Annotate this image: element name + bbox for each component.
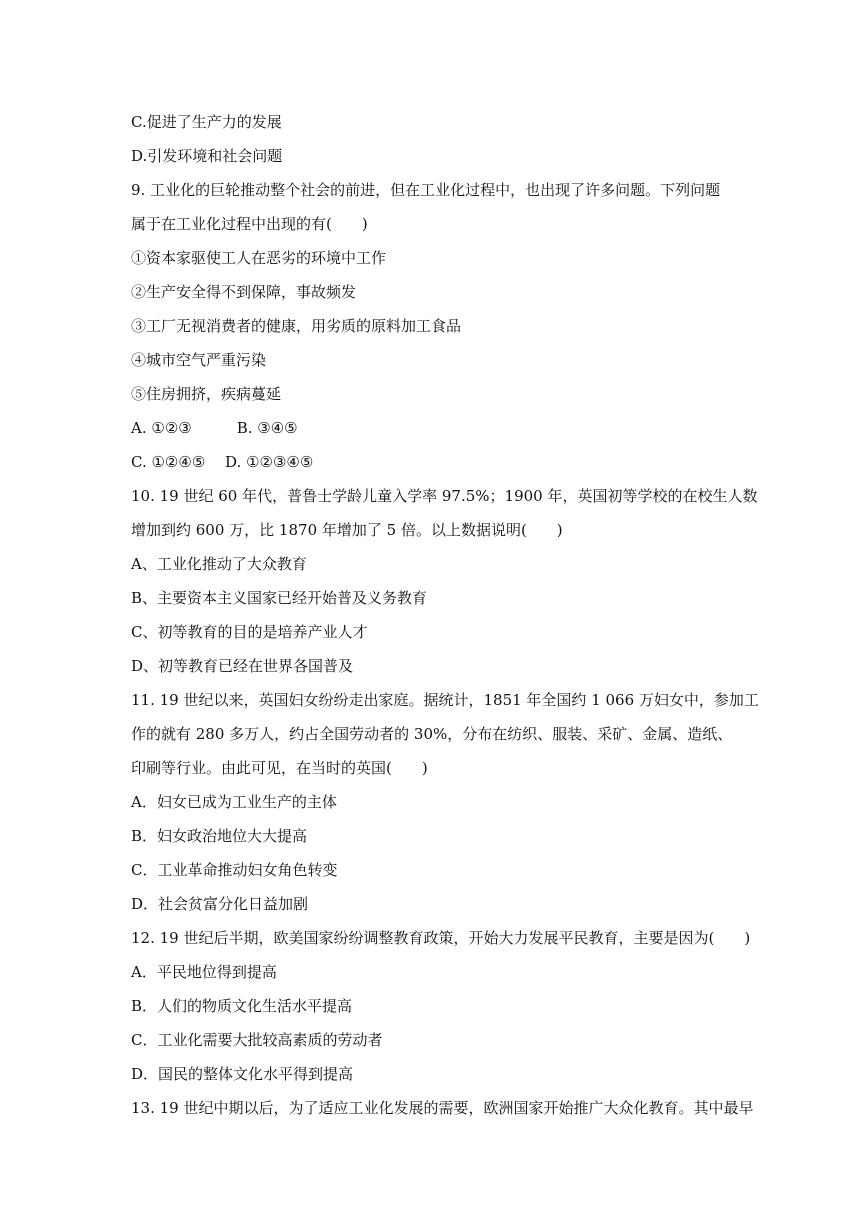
question-9-item-3: ③工厂无视消费者的健康，用劣质的原料加工食品 [131,317,462,335]
question-11-stem: 11. 19 世纪以来，英国妇女纷纷走出家庭。据统计，1851 年全国约 1 066 万妇女中，参加工 [131,691,759,709]
question-9-item-2: ②生产安全得不到保障，事故频发 [131,283,357,301]
question-11-stem-cont-2: 印刷等行业。由此可见，在当时的英国( ) [131,759,428,777]
option-d-q8: D.引发环境和社会问题 [131,147,283,165]
question-9-options-ab: A. ①②③ B. ③④⑤ [131,419,298,437]
question-10-option-b: B、主要资本主义国家已经开始普及义务教育 [131,589,428,607]
question-11-option-a: A．妇女已成为工业生产的主体 [131,793,337,811]
question-10-option-d: D、初等教育已经在世界各国普及 [131,657,354,675]
option-c-q8: C.促进了生产力的发展 [131,113,282,131]
question-12-option-a: A．平民地位得到提高 [131,963,277,981]
question-10-stem-cont: 增加到约 600 万，比 1870 年增加了 5 倍。以上数据说明( ) [131,521,563,539]
question-12-stem: 12. 19 世纪后半期，欧美国家纷纷调整教育政策，开始大力发展平民教育，主要是因为( ) [131,929,751,947]
question-10-option-c: C、初等教育的目的是培养产业人才 [131,623,368,641]
question-10-stem: 10. 19 世纪 60 年代，普鲁士学龄儿童入学率 97.5%；1900 年，英国初等学校的在校生人数 [131,487,758,505]
question-12-option-c: C．工业化需要大批较高素质的劳动者 [131,1031,383,1049]
question-10-option-a: A、工业化推动了大众教育 [131,555,307,573]
question-9-options-cd: C. ①②④⑤ D. ①②③④⑤ [131,453,314,471]
question-11-stem-cont-1: 作的就有 280 多万人，约占全国劳动者的 30%，分布在纺织、服装、采矿、金属、造纸、 [131,725,733,743]
question-12-option-d: D．国民的整体文化水平得到提高 [131,1065,354,1083]
question-11-option-b: B．妇女政治地位大大提高 [131,827,308,845]
question-9-stem: 9. 工业化的巨轮推动整个社会的前进，但在工业化过程中，也出现了许多问题。下列问题 [131,181,721,199]
question-9-item-1: ①资本家驱使工人在恶劣的环境中工作 [131,249,387,267]
question-13-stem: 13. 19 世纪中期以后，为了适应工业化发展的需要，欧洲国家开始推广大众化教育。其中最早 [131,1099,754,1117]
question-11-option-c: C．工业革命推动妇女角色转变 [131,861,338,879]
document-body [131,108,759,1128]
question-12-option-b: B．人们的物质文化生活水平提高 [131,997,353,1015]
question-11-option-d: D．社会贫富分化日益加剧 [131,895,309,913]
question-9-item-4: ④城市空气严重污染 [131,351,267,369]
question-9-item-5: ⑤住房拥挤，疾病蔓延 [131,385,282,403]
question-9-stem-cont: 属于在工业化过程中出现的有( ) [131,215,368,233]
